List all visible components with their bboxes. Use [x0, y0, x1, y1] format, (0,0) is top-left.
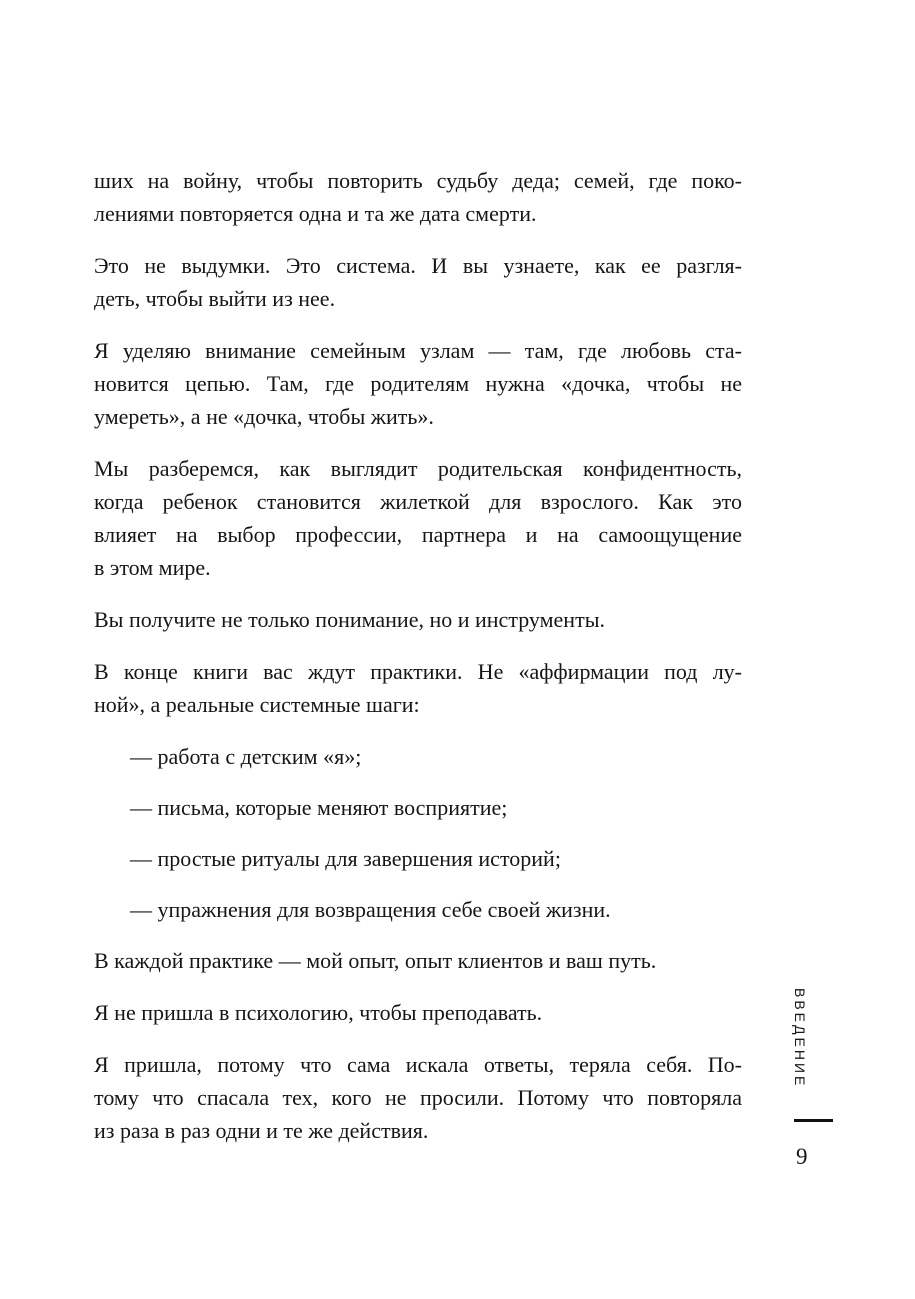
sidebar-rule [794, 1119, 833, 1122]
text-line: в этом мире. [94, 555, 211, 580]
text-line: деть, чтобы выйти из нее. [94, 286, 336, 311]
text-line: лениями повторяется одна и та же дата смерти. [94, 201, 537, 226]
text-line: Вы получите не только понимание, но и инструменты. [94, 607, 605, 632]
paragraph [94, 655, 742, 721]
list-item [94, 893, 742, 926]
list-item [94, 791, 742, 824]
text-line: В конце книги вас ждут практики. Не «аффирмации под лу- [94, 659, 742, 684]
text-line: новится цепью. Там, где родителям нужна «дочка, чтобы не [94, 371, 742, 396]
text-line: Это не выдумки. Это система. И вы узнаете, как ее разгля- [94, 253, 742, 278]
paragraph [94, 996, 742, 1029]
list-item [94, 842, 742, 875]
text-line: из раза в раз одни и те же действия. [94, 1118, 429, 1143]
text-line: ших на войну, чтобы повторить судьбу деда; семей, где поко- [94, 168, 742, 193]
text-line: влияет на выбор профессии, партнера и на самоощущение [94, 522, 742, 547]
paragraph [94, 944, 742, 977]
text-line: Я не пришла в психологию, чтобы преподавать. [94, 1000, 543, 1025]
text-block [94, 164, 742, 1166]
chapter-label-vertical: ВВЕДЕНИЕ [792, 988, 808, 1089]
list-item [94, 740, 742, 773]
paragraph [94, 1048, 742, 1147]
text-line: Я уделяю внимание семейным узлам — там, где любовь ста- [94, 338, 742, 363]
text-line: — простые ритуалы для завершения историй; [130, 846, 561, 871]
text-line: — упражнения для возвращения себе своей жизни. [130, 897, 611, 922]
text-line: — письма, которые меняют восприятие; [130, 795, 508, 820]
text-line: — работа с детским «я»; [130, 744, 362, 769]
text-line: Я пришла, потому что сама искала ответы, теряла себя. По- [94, 1052, 742, 1077]
paragraph [94, 164, 742, 230]
text-line: В каждой практике — мой опыт, опыт клиентов и ваш путь. [94, 948, 657, 973]
paragraph [94, 603, 742, 636]
page-number: 9 [796, 1144, 808, 1169]
text-line: умереть», а не «дочка, чтобы жить». [94, 404, 434, 429]
text-line: Мы разберемся, как выглядит родительская конфидентность, [94, 456, 742, 481]
text-line: ной», а реальные системные шаги: [94, 692, 420, 717]
paragraph [94, 334, 742, 433]
paragraph [94, 452, 742, 584]
paragraph [94, 249, 742, 315]
text-line: тому что спасала тех, кого не просили. Потому что повторяла [94, 1085, 742, 1110]
text-line: когда ребенок становится жилеткой для взрослого. Как это [94, 489, 742, 514]
